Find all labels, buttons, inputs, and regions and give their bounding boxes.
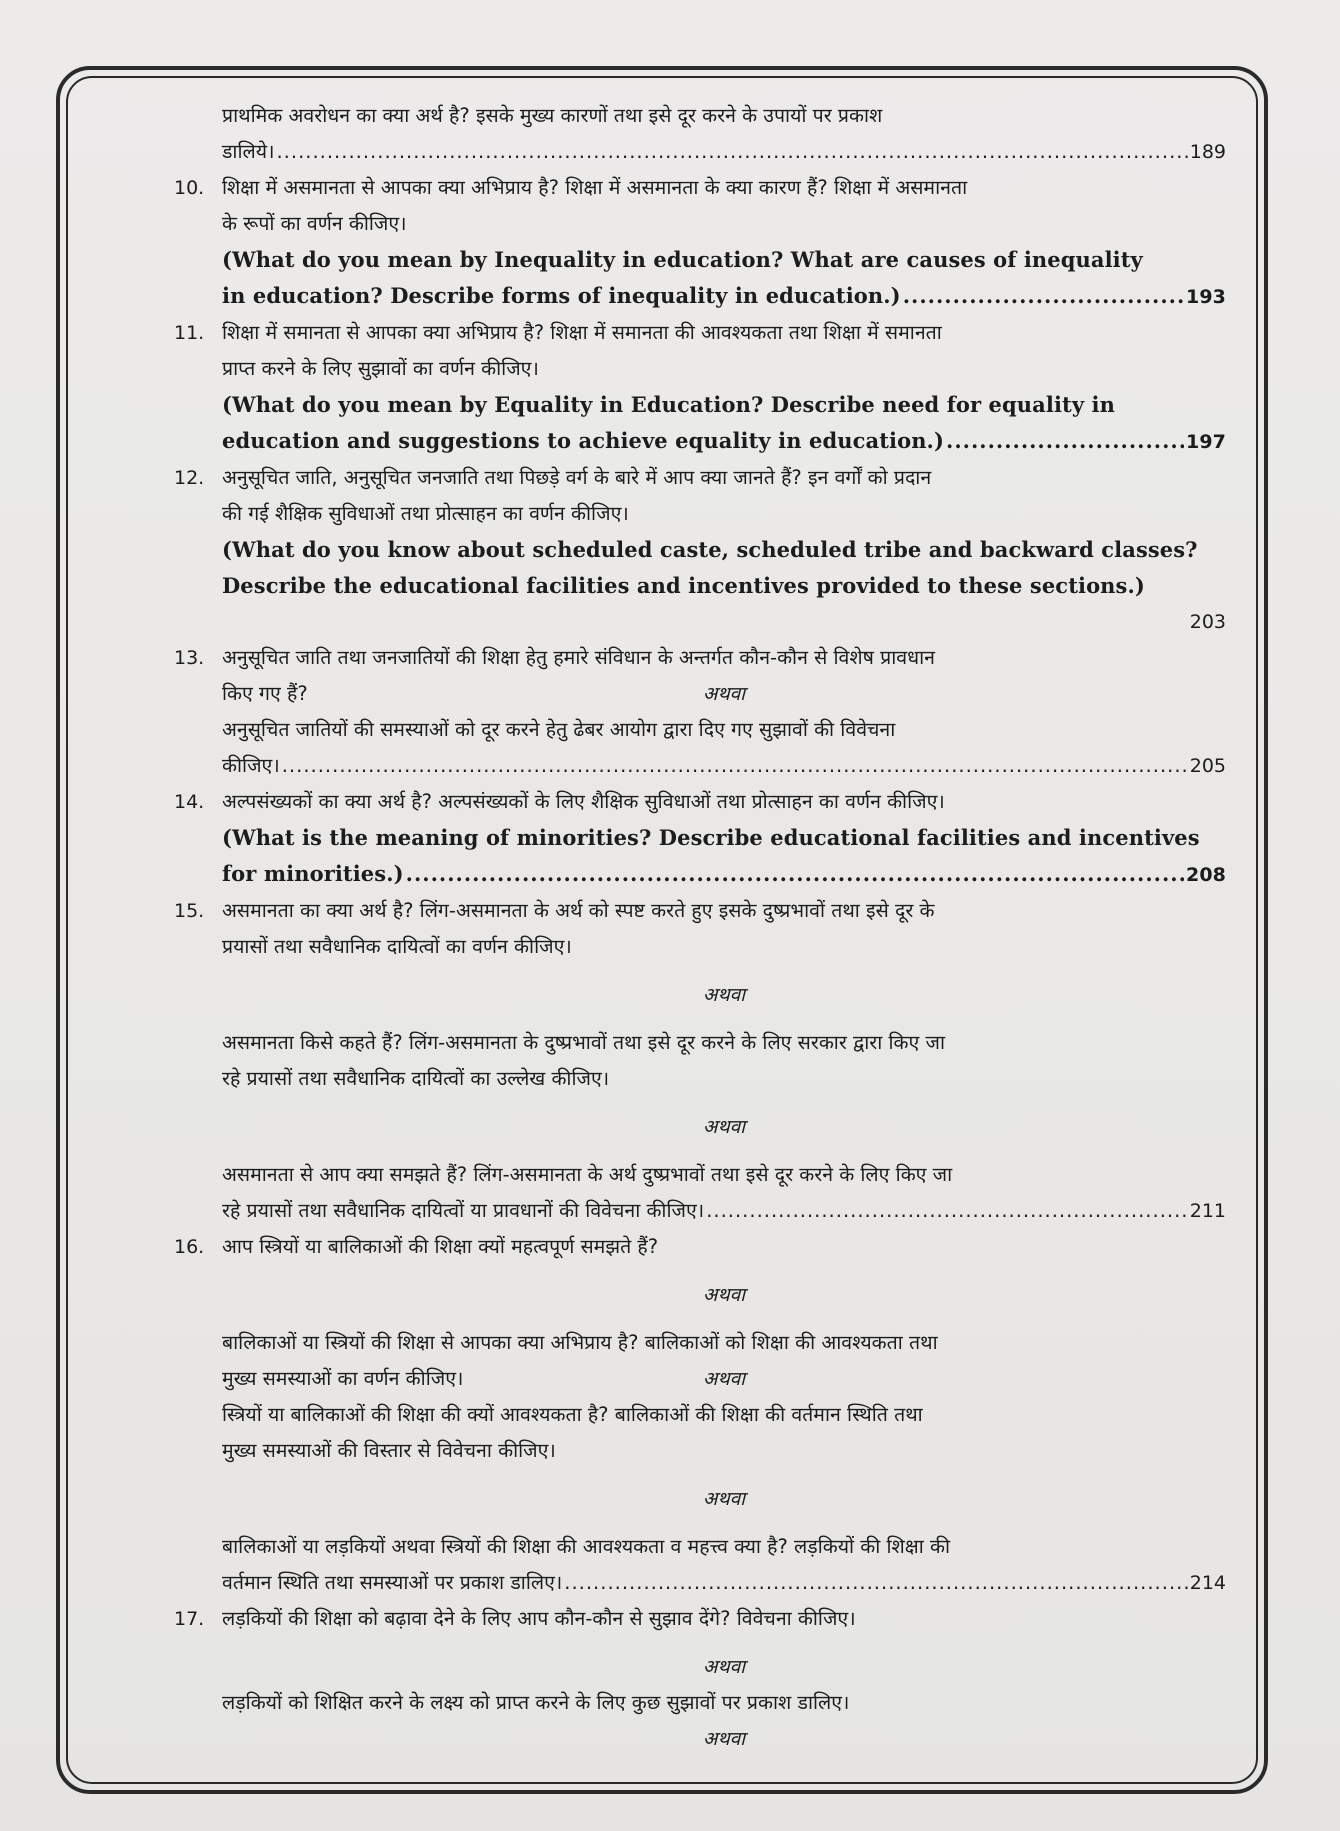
question-16-hindi-line6: बालिकाओं या लड़कियों अथवा स्त्रियों की शिक्षा की आवश्यकता व महत्त्व क्या है? लड़कियों की शिक्षा की: [222, 1535, 951, 1558]
question-10-english-line2: in education? Describe forms of inequality in education.): [222, 283, 901, 308]
question-15-hindi-line4: रहे प्रयासों तथा सवैधानिक दायित्वों का उल्लेख कीजिए।: [222, 1067, 610, 1090]
or-separator: अथवा: [702, 1488, 746, 1510]
question-13-hindi-line3: अनुसूचित जातियों की समस्याओं को दूर करने हेतु ढेबर आयोग द्वारा दिए गए सुझावों की विवेचना: [222, 718, 896, 741]
question-10-reference: [222, 278, 1226, 315]
question-13: [96, 640, 1226, 784]
question-13-hindi-line4: कीजिए।: [222, 754, 280, 777]
question-11-hindi-line2: प्राप्त करने के लिए सुझावों का वर्णन कीजिए।: [222, 357, 539, 380]
or-separator: अथवा: [702, 984, 746, 1006]
page-number[interactable]: 193: [1186, 286, 1226, 308]
question-16: [96, 1229, 1226, 1601]
page-number[interactable]: 214: [1189, 1572, 1226, 1594]
leader-dots: [282, 748, 1188, 784]
question-15-hindi-line3: असमानता किसे कहते हैं? लिंग-असमानता के दुष्प्रभावों तथा इसे दूर करने के लिए सरकार द्वारा किए जा: [222, 1031, 946, 1054]
question-17-hindi-line2: लड़कियों को शिक्षित करने के लक्ष्य को प्राप्त करने के लिए कुछ सुझावों पर प्रकाश डालिए।: [222, 1691, 850, 1714]
question-15: [96, 893, 1226, 1229]
contents-list: [96, 98, 1226, 1757]
page-number[interactable]: 189: [1189, 141, 1226, 163]
question-15-hindi-line2: प्रयासों तथा सवैधानिक दायित्वों का वर्णन कीजिए।: [222, 935, 572, 958]
leader-dots: [564, 1565, 1187, 1601]
question-number: 10.: [174, 177, 205, 199]
question-10-hindi-line2: के रूपों का वर्णन कीजिए।: [222, 212, 407, 235]
page-number[interactable]: 208: [1186, 864, 1226, 886]
question-number: 13.: [174, 647, 205, 669]
or-separator: अथवा: [702, 1284, 746, 1306]
question-15-reference: [222, 1193, 1226, 1229]
question-number: 11.: [174, 322, 205, 344]
question-15-hindi-line1: असमानता का क्या अर्थ है? लिंग-असमानता के अर्थ को स्पष्ट करते हुए इसके दुष्प्रभावों तथा इसे दूर के: [222, 899, 935, 922]
question-12-hindi-line2: की गई शैक्षिक सुविधाओं तथा प्रोत्साहन का वर्णन कीजिए।: [222, 502, 629, 525]
question-9-text-line1: प्राथमिक अवरोधन का क्या अर्थ है? इसके मुख्य कारणों तथा इसे दूर करने के उपायों पर प्रकाश: [222, 104, 883, 127]
question-11-english-line1: (What do you mean by Equality in Education? Describe need for equality in: [222, 392, 1115, 417]
question-number: 17.: [174, 1608, 205, 1630]
question-12-english-line1: (What do you know about scheduled caste, scheduled tribe and backward classes?: [222, 537, 1198, 562]
question-10-english-line1: (What do you mean by Inequality in education? What are causes of inequality: [222, 247, 1143, 272]
question-14-hindi-line1: अल्पसंख्यकों का क्या अर्थ है? अल्पसंख्यकों के लिए शैक्षिक सुविधाओं तथा प्रोत्साहन का वर्णन कीजिए।: [222, 790, 945, 813]
question-number: 14.: [174, 791, 205, 813]
or-separator: अथवा: [702, 1368, 746, 1390]
question-number: 12.: [174, 467, 205, 489]
question-15-hindi-line6: रहे प्रयासों तथा सवैधानिक दायित्वों या प्रावधानों की विवेचना कीजिए।: [222, 1199, 705, 1222]
question-16-hindi-line1: आप स्त्रियों या बालिकाओं की शिक्षा क्यों महत्वपूर्ण समझते हैं?: [222, 1235, 659, 1258]
question-14: [96, 784, 1226, 893]
question-12: [96, 460, 1226, 640]
question-9-text-line2: डालिये।: [222, 140, 275, 163]
leader-dots: [276, 134, 1187, 170]
question-16-hindi-line2: बालिकाओं या स्त्रियों की शिक्षा से आपका क्या अभिप्राय है? बालिकाओं को शिक्षा की आवश्यकता तथा: [222, 1331, 938, 1354]
page-number[interactable]: 197: [1186, 431, 1226, 453]
leader-dots: [903, 278, 1184, 314]
or-separator: अथवा: [702, 683, 746, 705]
question-number: 15.: [174, 900, 205, 922]
or-separator: अथवा: [702, 1728, 746, 1750]
question-16-reference: [222, 1565, 1226, 1601]
question-13-reference: [222, 748, 1226, 784]
page-number[interactable]: 211: [1189, 1200, 1226, 1222]
question-11: [96, 315, 1226, 460]
or-separator: अथवा: [702, 1656, 746, 1678]
question-13-hindi-line1: अनुसूचित जाति तथा जनजातियों की शिक्षा हेतु हमारे संविधान के अन्तर्गत कौन-कौन से विशेष प्रावधान: [222, 646, 935, 669]
page-number[interactable]: 203: [1189, 611, 1226, 633]
question-17: [96, 1601, 1226, 1757]
question-11-hindi-line1: शिक्षा में समानता से आपका क्या अभिप्राय है? शिक्षा में समानता की आवश्यकता तथा शिक्षा में समानता: [222, 321, 942, 344]
question-11-english-line2: education and suggestions to achieve equality in education.): [222, 428, 945, 453]
question-16-hindi-line4: स्त्रियों या बालिकाओं की शिक्षा की क्यों आवश्यकता है? बालिकाओं की शिक्षा की वर्तमान स्थिति तथा: [222, 1403, 923, 1426]
question-number: 16.: [174, 1236, 205, 1258]
or-separator: अथवा: [702, 1116, 746, 1138]
question-17-hindi-line1: लड़कियों की शिक्षा को बढ़ावा देने के लिए आप कौन-कौन से सुझाव देंगे? विवेचना कीजिए।: [222, 1607, 856, 1630]
question-16-hindi-line3: मुख्य समस्याओं का वर्णन कीजिए।: [222, 1367, 464, 1390]
question-12-english-line2: Describe the educational facilities and incentives provided to these sections.): [222, 573, 1145, 598]
question-12-hindi-line1: अनुसूचित जाति, अनुसूचित जनजाति तथा पिछड़े वर्ग के बारे में आप क्या जानते हैं? इन वर्गों को प्रदान: [222, 466, 932, 489]
question-16-hindi-line5: मुख्य समस्याओं की विस्तार से विवेचना कीजिए।: [222, 1439, 556, 1462]
question-11-reference: [222, 423, 1226, 460]
question-9: [96, 98, 1226, 170]
question-10-hindi-line1: शिक्षा में असमानता से आपका क्या अभिप्राय है? शिक्षा में असमानता के क्या कारण हैं? शिक्षा में असमानता: [222, 176, 968, 199]
page-number[interactable]: 205: [1189, 755, 1226, 777]
leader-dots: [406, 856, 1184, 892]
question-14-reference: [222, 856, 1226, 893]
question-13-hindi-line2: किए गए हैं?: [222, 682, 308, 705]
question-10: [96, 170, 1226, 315]
leader-dots: [706, 1193, 1188, 1229]
question-16-hindi-line7: वर्तमान स्थिति तथा समस्याओं पर प्रकाश डालिए।: [222, 1571, 563, 1594]
question-15-hindi-line5: असमानता से आप क्या समझते हैं? लिंग-असमानता के अर्थ दुष्प्रभावों तथा इसे दूर करने के लिए किए जा: [222, 1163, 953, 1186]
leader-dots: [946, 423, 1184, 459]
question-14-english-line1: (What is the meaning of minorities? Describe educational facilities and incentives: [222, 825, 1200, 850]
question-9-reference: [222, 134, 1226, 170]
question-14-english-line2: for minorities.): [222, 861, 404, 886]
